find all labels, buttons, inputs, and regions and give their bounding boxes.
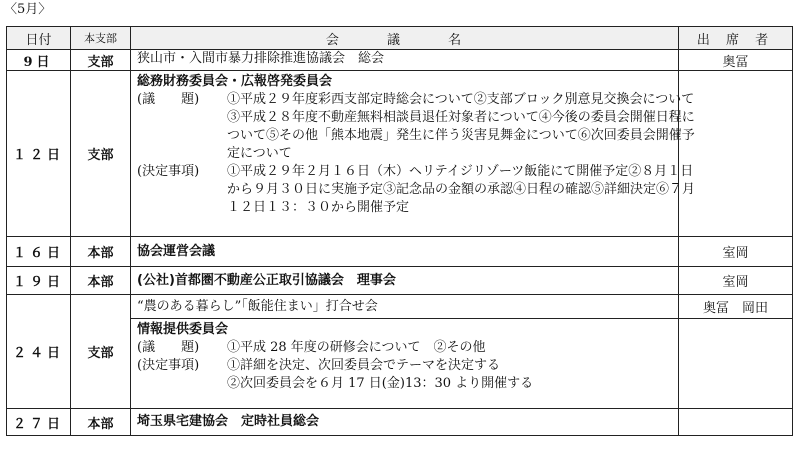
meeting-title: “農のある暮らし”「飯能住まい」打合せ会 [137,298,378,314]
row-meeting [131,237,679,267]
meeting-title: 埼玉県宅建協会 定時社員総会 [137,414,320,429]
meeting-title: (公社)首都圏不動産公正取引協議会 理事会 [137,272,396,288]
table-row [7,50,793,71]
row-meeting [131,295,679,319]
row-attendees [679,319,793,409]
table-row [7,267,793,295]
row-attendees: 奥冨 岡田 [679,295,793,319]
row-meeting [131,267,679,295]
decision-label: (決定事項) [137,358,200,373]
decision-line: から９月３０日に実施予定③記念品の金額の承認④日程の確認⑤詳細決定⑥７月 [227,182,696,197]
row-branch: 支部 [71,71,131,237]
table-row [7,237,793,267]
decision-label: (決定事項) [137,164,200,179]
month-caption: 〈5月〉 [4,2,52,17]
row-meeting [131,50,679,71]
table-row [7,295,793,319]
row-date: ２７日 [7,409,71,436]
header-row [7,27,793,50]
agenda-label: (議 題) [137,340,200,355]
row-branch: 支部 [71,50,131,71]
table-row [7,71,793,237]
row-attendees: 奥冨 [679,50,793,71]
decision-line: ①平成２９年２月１６日（木）ヘリテイジリゾーツ飯能にて開催予定②８月１日 [227,164,694,179]
row-date: 9日 [7,50,71,71]
meeting-title: 総務財務委員会・広報啓発委員会 [137,74,333,89]
row-attendees [679,71,793,237]
agenda-line: ①平成２９年度彩西支部定時総会について②支部ブロック別意見交換会について [227,92,695,107]
meeting-title: 狭山市・入間市暴力排除推進協議会 総会 [137,51,385,66]
row-date: ２４日 [7,295,71,409]
header-branch: 本支部 [71,27,131,50]
row-date: １９日 [7,267,71,295]
row-branch: 支部 [71,295,131,409]
agenda-line: ①平成 28 年度の研修会について ②その他 [227,340,486,355]
row-meeting [131,409,679,436]
agenda-label: (議 題) [137,92,200,107]
row-attendees [679,409,793,436]
agenda-line: 定について [227,146,292,161]
decision-line: １２日１３：３０から開催予定 [227,200,410,215]
schedule-table [6,26,793,436]
row-date: １２日 [7,71,71,237]
agenda-line: ついて⑤その他「熊本地震」発生に伴う災害見舞金について⑥次回委員会開催予 [227,128,695,143]
row-meeting [131,71,696,237]
row-meeting [131,319,679,409]
header-meeting: 会 議 名 [131,27,679,50]
meeting-title: 協会運営会議 [137,243,216,259]
row-attendees: 室岡 [679,267,793,295]
row-branch: 本部 [71,237,131,267]
decision-line: ①詳細を決定、次回委員会でテーマを決定する [227,358,501,373]
row-attendees: 室岡 [679,237,793,267]
table-row [7,409,793,436]
header-date: 日付 [7,27,71,50]
agenda-line: ③平成２８年度不動産無料相談員退任対象者について④今後の委員会開催日程に [227,110,695,125]
header-attendees: 出 席 者 [679,27,793,50]
row-branch: 本部 [71,409,131,436]
row-date: １６日 [7,237,71,267]
meeting-title: 情報提供委員会 [137,322,229,337]
row-branch: 本部 [71,267,131,295]
decision-line: ②次回委員会を６月 17 日(金)13：30 より開催する [227,376,534,391]
